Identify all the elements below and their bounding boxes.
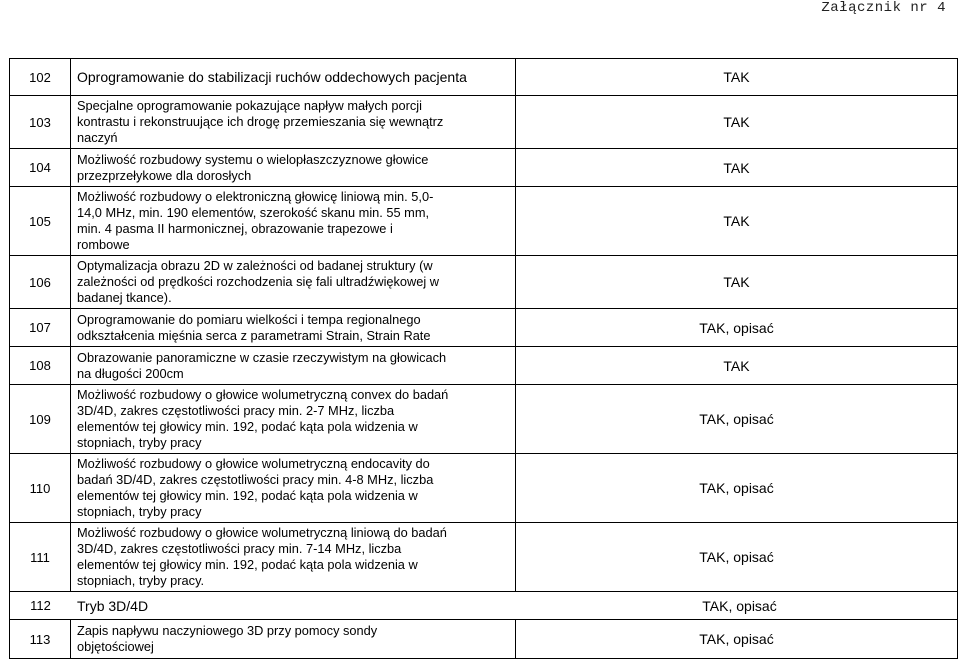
row-number: 112 <box>30 598 51 613</box>
row-number: 111 <box>10 523 71 592</box>
row-description <box>71 523 516 592</box>
description-line: przezprzełykowe dla dorosłych <box>77 167 252 183</box>
row-value: TAK, opisać <box>516 454 958 523</box>
description-line: Możliwość rozbudowy o głowice wolumetryczną endocavity do <box>77 456 430 471</box>
description-line: naczyń <box>77 130 118 145</box>
row-description <box>71 149 516 187</box>
row-description <box>71 96 516 149</box>
description-line: Możliwość rozbudowy o elektroniczną głowicę liniową min. 5,0- <box>77 189 434 204</box>
row-description <box>71 385 516 454</box>
description-line: elementów tej głowicy min. 192, podać kąta pola widzenia w <box>77 488 418 503</box>
row-description <box>71 59 516 96</box>
description-line: min. 4 pasma II harmonicznej, obrazowanie trapezowe i <box>77 221 393 236</box>
row-description: Tryb 3D/4D <box>77 597 149 614</box>
row-description <box>71 187 516 256</box>
row-number: 104 <box>10 149 71 187</box>
description-line: Specjalne oprogramowanie pokazujące napływ małych porcji <box>77 98 422 113</box>
table-row <box>10 187 958 256</box>
description-line: stopniach, tryby pracy <box>77 504 202 519</box>
row-number: 107 <box>10 309 71 347</box>
row-merged <box>10 592 958 620</box>
table-row <box>10 96 958 149</box>
description-line: zależności od prędkości rozchodzenia się fali ultradźwiękowej w <box>77 274 440 289</box>
row-number: 109 <box>10 385 71 454</box>
description-line: rombowe <box>77 237 130 252</box>
description-line: stopniach, tryby pracy. <box>77 573 205 588</box>
table-row <box>10 620 958 659</box>
row-value: TAK, opisać <box>516 385 958 454</box>
row-number: 113 <box>10 620 71 659</box>
description-line: Możliwość rozbudowy systemu o wielopłaszczyznowe głowice <box>77 151 429 167</box>
row-description <box>71 454 516 523</box>
row-number: 102 <box>10 59 71 96</box>
row-value: TAK, opisać <box>516 523 958 592</box>
row-value: TAK <box>516 96 958 149</box>
row-value: TAK <box>516 256 958 309</box>
description-line: Możliwość rozbudowy o głowice wolumetryczną liniową do badań <box>77 525 447 540</box>
table-row <box>10 149 958 187</box>
table-row <box>10 309 958 347</box>
row-description <box>71 256 516 309</box>
row-description <box>71 347 516 385</box>
description-line: Optymalizacja obrazu 2D w zależności od badanej struktury (w <box>77 258 433 273</box>
row-value: TAK, opisać <box>516 620 958 659</box>
row-value: TAK, opisać <box>702 597 777 614</box>
description-line: elementów tej głowicy min. 192, podać kąta pola widzenia w <box>77 557 418 572</box>
description-line: badanej tkance). <box>77 290 172 305</box>
row-number: 108 <box>10 347 71 385</box>
table-row <box>10 523 958 592</box>
row-number: 105 <box>10 187 71 256</box>
description-line: Zapis napływu naczyniowego 3D przy pomocy sondy <box>77 623 378 638</box>
description-line: Oprogramowanie do stabilizacji ruchów oddechowych pacjenta <box>77 69 467 85</box>
row-value: TAK <box>516 149 958 187</box>
description-line: Obrazowanie panoramiczne w czasie rzeczywistym na głowicach <box>77 349 447 365</box>
table-row <box>10 347 958 385</box>
description-line: odkształcenia mięśnia serca z parametrami Strain, Strain Rate <box>77 327 431 343</box>
description-line: objętościowej <box>77 639 154 654</box>
description-line: kontrastu i rekonstruujące ich drogę przemieszania się wewnątrz <box>77 114 444 129</box>
table-row <box>10 592 958 620</box>
description-line: Oprogramowanie do pomiaru wielkości i tempa regionalnego <box>77 311 421 327</box>
row-value: TAK <box>516 187 958 256</box>
description-line: Możliwość rozbudowy o głowice wolumetryczną convex do badań <box>77 387 449 402</box>
table-row <box>10 385 958 454</box>
description-line: badań 3D/4D, zakres częstotliwości pracy min. 4-8 MHz, liczba <box>77 472 434 487</box>
row-value: TAK, opisać <box>516 309 958 347</box>
description-line: stopniach, tryby pracy <box>77 435 202 450</box>
row-number: 103 <box>10 96 71 149</box>
row-number: 106 <box>10 256 71 309</box>
row-description <box>71 309 516 347</box>
table-row <box>10 454 958 523</box>
row-number: 110 <box>10 454 71 523</box>
attachment-label: Załącznik nr 4 <box>821 0 946 16</box>
description-line: na długości 200cm <box>77 365 184 381</box>
table-row <box>10 256 958 309</box>
row-description <box>71 620 516 659</box>
description-line: 3D/4D, zakres częstotliwości pracy min. 2-7 MHz, liczba <box>77 403 395 418</box>
description-line: 3D/4D, zakres częstotliwości pracy min. 7-14 MHz, liczba <box>77 541 402 556</box>
specification-table <box>9 58 958 659</box>
row-value: TAK <box>516 347 958 385</box>
table-row <box>10 59 958 96</box>
description-line: elementów tej głowicy min. 192, podać kąta pola widzenia w <box>77 419 418 434</box>
row-value: TAK <box>516 59 958 96</box>
description-line: 14,0 MHz, min. 190 elementów, szerokość skanu min. 55 mm, <box>77 205 430 220</box>
